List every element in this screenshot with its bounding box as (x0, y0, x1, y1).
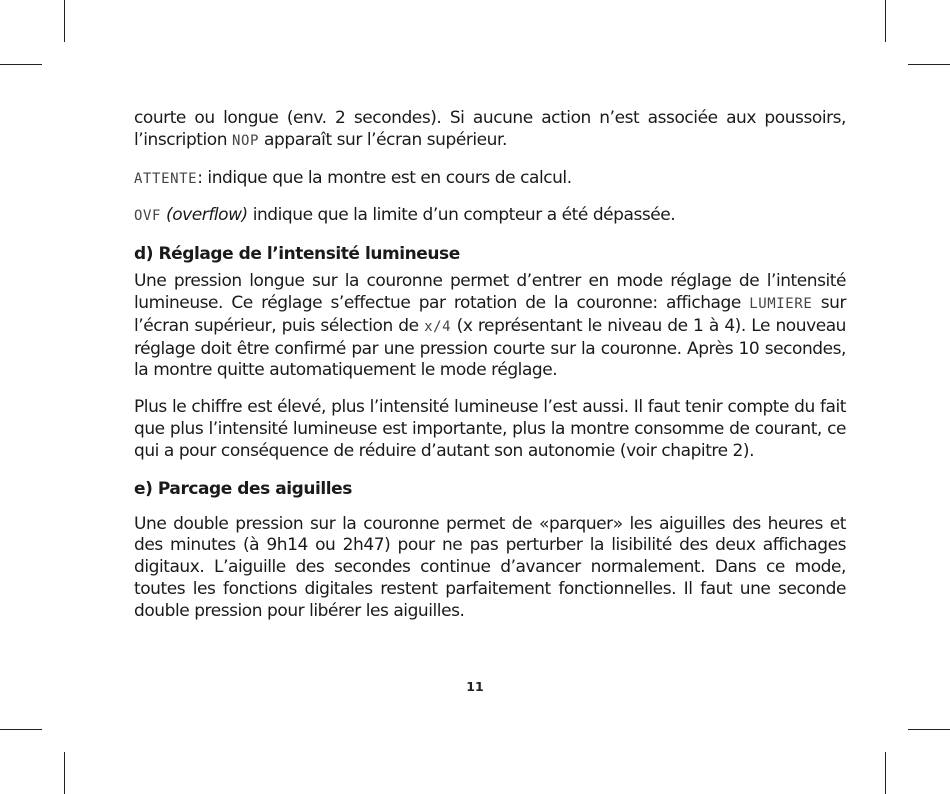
crop-mark-bottom-left-vertical (64, 752, 65, 794)
paragraph-nop (134, 108, 846, 153)
section-heading-e: e) Parcage des aiguilles (134, 478, 352, 499)
lcd-lumiere-label: LUMIERE (749, 295, 813, 312)
paragraph-attente (134, 168, 846, 191)
page-number: 11 (466, 679, 484, 694)
paragraph-text: : indique que la montre est en cours de calcul. (197, 167, 572, 188)
overflow-italic: (overflow) (161, 205, 248, 226)
paragraph-parking: Une double pression sur la couronne permet de «parquer» les aiguilles des heures et des minutes (à 9h14 ou 2h47) pour ne pas perturber la lisibilité des deux affichages digitaux. L’aiguille des secondes continue d’avancer normalement. Dans ce mode, toutes les fonctions digitales restent parfaitement fonctionnelles. Il faut une seconde double pression pour libérer les aiguilles. (134, 513, 846, 621)
lcd-ovf-label: OVF (134, 208, 162, 225)
paragraph-ovf (134, 205, 846, 228)
crop-mark-top-right-vertical (885, 0, 886, 42)
crop-mark-bottom-right-horizontal (908, 729, 950, 730)
paragraph-text: Une pression longue sur la couronne permet d’entrer en mode réglage de l’intensité lumineuse. Ce réglage s’effectue par rotation de la couronne: affichage (134, 271, 846, 313)
lcd-nop-label: NOP (232, 132, 260, 149)
crop-mark-bottom-left-horizontal (0, 729, 42, 730)
crop-mark-top-right-horizontal (908, 64, 950, 65)
paragraph-luminosity (134, 271, 846, 382)
lcd-level-label: x/4 (424, 318, 452, 335)
paragraph-text: sur l’écran supérieur, puis sélection de (134, 292, 846, 336)
paragraph-intensity: Plus le chiffre est élevé, plus l’intensité lumineuse l’est aussi. Il faut tenir compte du fait que plus l’intensité lumineuse est importante, plus la montre consomme de courant, ce qui a pour conséquence de réduire d’autant son autonomie (voir chapitre 2). (134, 397, 846, 461)
section-heading-d: d) Réglage de l’intensité lumineuse (134, 244, 460, 265)
page-content (134, 108, 846, 623)
lcd-attente-label: ATTENTE (134, 170, 198, 187)
crop-mark-top-left-vertical (64, 0, 65, 42)
paragraph-text: apparaît sur l’écran supérieur. (259, 129, 507, 150)
paragraph-text: courte ou longue (env. 2 secondes). Si aucune action n’est associée aux poussoirs, l’inscription (134, 108, 846, 150)
crop-mark-bottom-right-vertical (885, 752, 886, 794)
paragraph-text: indique que la limite d’un compteur a été dépassée. (247, 205, 676, 226)
crop-mark-top-left-horizontal (0, 64, 42, 65)
paragraph-text: (x représentant le niveau de 1 à 4). Le nouveau réglage doit être confirmé par une pression courte sur la couronne. Après 10 secondes, la montre quitte automatiquement le mode réglage. (134, 315, 846, 381)
